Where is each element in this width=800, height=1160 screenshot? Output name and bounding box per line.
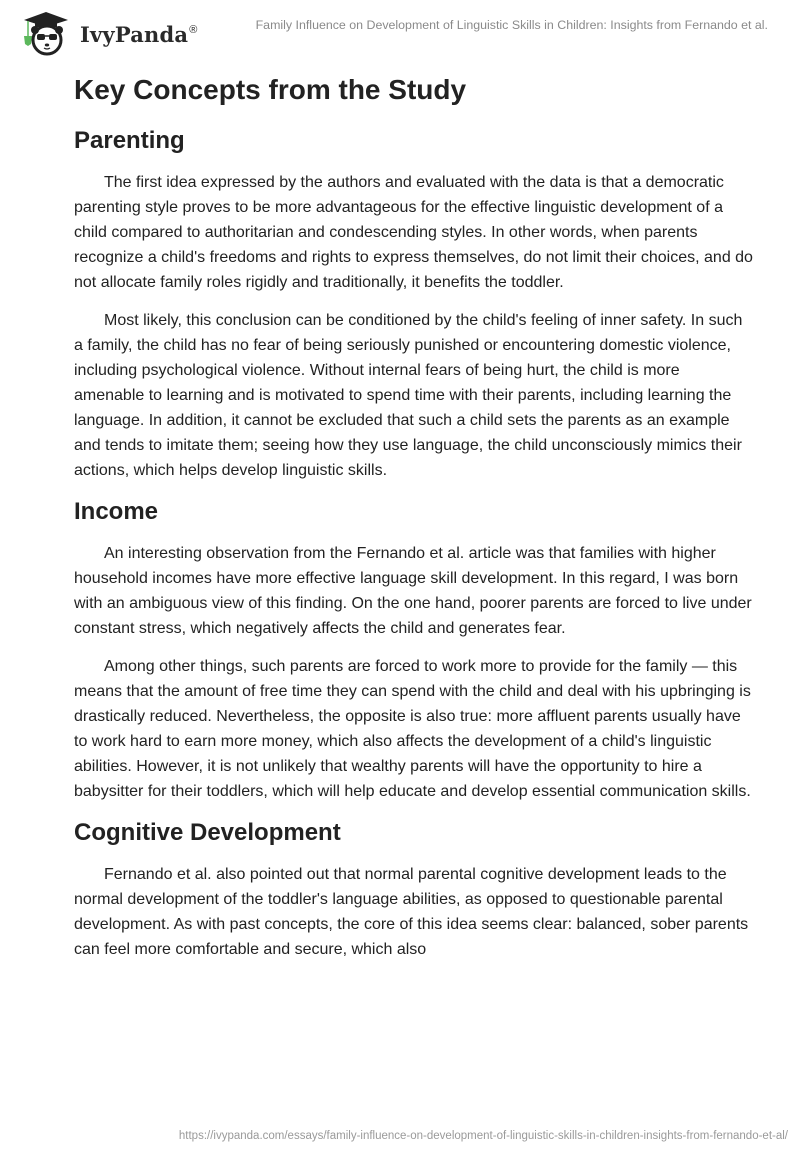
logo-wordmark: IvyPanda® — [80, 21, 198, 47]
section-income — [74, 497, 754, 804]
paragraph: An interesting observation from the Fernando et al. article was that families with higher household incomes have more effective language skill development. In this regard, I was born with an ambiguous view of this finding. On the one hand, poorer parents are forced to live under constant stress, which negatively affects the child and generates fear. — [74, 545, 752, 637]
document-title: Family Influence on Development of Linguistic Skills in Children: Insights from Fernando et al. — [255, 18, 768, 32]
section-heading: Cognitive Development — [74, 819, 341, 846]
paragraph: Most likely, this conclusion can be conditioned by the child's feeling of inner safety. In such a family, the child has no fear of being seriously punished or encountering domestic violence, including psychological violence. Without internal fears of being hurt, the child is more amenable to learning and is motivated to spend time with their parents, including learning the language. In addition, it cannot be excluded that such a child sets the parents as an example and tends to imitate them; seeing how they use language, the child unconsciously mimics their actions, which helps develop linguistic skills. — [74, 312, 743, 479]
page-title: Key Concepts from the Study — [74, 74, 467, 105]
panda-graduate-icon — [18, 8, 72, 56]
page-header — [0, 0, 800, 62]
paragraph: The first idea expressed by the authors and evaluated with the data is that a democratic parenting style proves to be more advantageous for the effective linguistic development of a child compared to authoritarian and condescending styles. In other words, when parents recognize a child's freedoms and rights to express themselves, do not limit their choices, and do not allocate family roles rigidly and traditionally, it benefits the toddler. — [74, 174, 753, 291]
section-heading: Income — [74, 498, 159, 525]
article-body — [74, 72, 754, 975]
paragraph: Fernando et al. also pointed out that normal parental cognitive development leads to the normal development of the toddler's language abilities, as opposed to questionable parental development. As with past concepts, the core of this idea seems clear: balanced, sober parents can feel more comfortable and secure, which also — [74, 866, 749, 958]
section-parenting — [74, 126, 754, 483]
paragraph: Among other things, such parents are forced to work more to provide for the family — this means that the amount of free time they can spend with the child and deal with his upbringing is drastically reduced. Nevertheless, the opposite is also true: more affluent parents usually have to work hard to earn more money, which also affects the development of a child's linguistic abilities. However, it is not unlikely that wealthy parents will have the opportunity to hire a babysitter for their toddlers, which will help educate and develop essential communication skills. — [74, 658, 751, 800]
section-cognitive-development — [74, 818, 754, 962]
ivypanda-logo[interactable] — [18, 8, 198, 56]
source-url-link[interactable]: https://ivypanda.com/essays/family-influence-on-development-of-linguistic-skills-in-children-insights-from-fernando-et-al/ — [178, 1130, 788, 1142]
section-heading: Parenting — [74, 127, 185, 154]
